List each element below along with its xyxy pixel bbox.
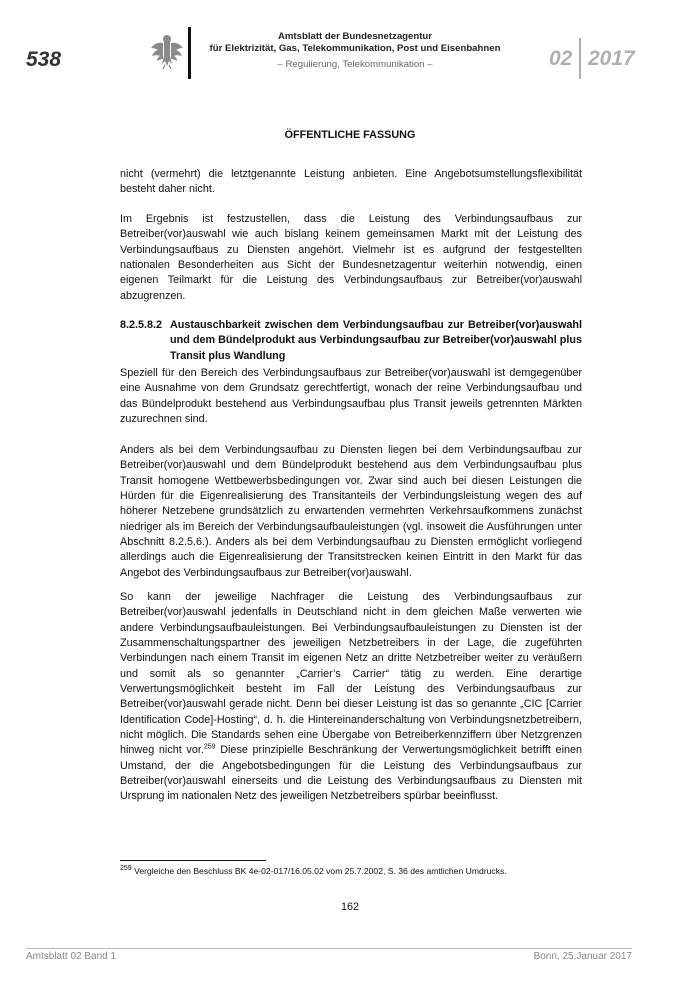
publication-section: – Regulierung, Telekommunikation – [277, 59, 433, 70]
publication-subtitle: für Elektrizität, Gas, Telekommunikation, Post und Eisenbahnen [209, 43, 501, 54]
page-number-center: 162 [340, 901, 359, 913]
footnote [120, 866, 590, 876]
paragraph-1: nicht (vermehrt) die letztgenannte Leistung anbieten. Eine Angebotsumstellungsflexibilität besteht daher nicht. [120, 168, 582, 196]
issue-year: 2017 [588, 47, 635, 70]
publication-title: Amtsblatt der Bundesnetzagentur [277, 31, 433, 42]
footnote-number: 259 [120, 865, 132, 873]
footer-divider [26, 948, 632, 949]
federal-eagle-icon [150, 30, 184, 70]
footer-left: Amtsblatt 02 Band 1 [26, 951, 117, 962]
document-title: ÖFFENTLICHE FASSUNG [284, 129, 416, 141]
paragraph-4: Anders als bei dem Verbindungsaufbau zu Diensten liegen bei dem Verbindungsaufbau zur Betreiber(vor)auswahl und dem Bündelprodukt bestehend aus dem Verbindungsaufbau plus Transit homogene Wettbewerbsbedingungen vor. Zwar sind auch bei diesen Leistungen die Hürden für die Eigenrealisierung des Transitanteils der Verbindungsleistung wegen des auf höherer Netzebene grundsätzlich zu erwartenden vermehrten Verkehrsaufkommens zunächst niedriger als im Bereich der Verbindungsaufbauleistungen (vgl. insoweit die Ausführungen unter Abschnitt 8.2.5.6.). Anders als bei dem Verbindungsaufbau zu Diensten ermöglicht vorliegend allerdings auch die Eigenrealisierung der Transitstrecken keinen Eintritt in den Markt für das Angebot des Verbindungsaufbaus zur Betreiber(vor)auswahl. [120, 444, 582, 579]
section-number: 8.2.5.8.2 [120, 319, 163, 331]
page-number: 538 [26, 48, 62, 71]
paragraph-3: Speziell für den Bereich des Verbindungsaufbaus zur Betreiber(vor)auswahl ist demgegenüber eine Ausnahme von dem Grundsatz gerechtfertigt, wonach der reine Verbindungsaufbau und das Bündelprodukt bestehend aus Verbindungsaufbau plus Transit jeweils getrennten Märkten zuzurechnen sind. [120, 367, 582, 426]
paragraph-5-tail: Diese prinzipielle Beschränkung der Verwertungsmöglichkeit betrifft einen Umstand, der die Angebotsbedingungen für die Leistung des Verbindungsaufbaus zur Betreiber(vor)auswahl einerseits und die Leistung des Verbindungsaufbaus zu Diensten mit Ursprung im nationalen Netz des jeweiligen Netzbetreibers spürbar beeinflusst. [120, 744, 582, 803]
footnote-text: Vergleiche den Beschluss BK 4e-02-017/16.05.02 vom 25.7.2002, S. 36 des amtlichen Umdrucks. [131, 866, 507, 876]
footnote-divider [120, 860, 266, 861]
footnote-reference[interactable]: 259 [203, 743, 216, 751]
paragraph-5-text: So kann der jeweilige Nachfrager die Leistung des Verbindungsaufbaus zur Betreiber(vor)auswahl jedenfalls in Deutschland nicht in dem gleichen Maße verwerten wie andere Verbindungsaufbauleistungen. Bei Verbindungsaufbauleistungen zu Diensten ist der Zusammenschaltungspartner des jeweiligen Netzbetreibers in der Lage, die zugeführten Verbindungen nach einem Transit im eigenen Netz an dritte Netzbetreiber weiter zu veräußern und somit als so genannter „Carrier’s Carrier“ tätig zu werden. Eine derartige Verwertungsmöglichkeit besteht im Fall der Leistung des Verbindungsaufbaus zur Betreiber(vor)auswahl gerade nicht. Denn bei dieser Leistung ist das so genannte „CIC [Carrier Identification Code]-Hosting“, d. h. die Hintereinanderschaltung von Verbindungsnetzbetreibern, nicht möglich. Die Standards sehen eine Übergabe von Betreiberkennziffern über Netzgrenzen hinweg nicht vor. [120, 591, 582, 757]
section-title: Austauschbarkeit zwischen dem Verbindungsaufbau zur Betreiber(vor)auswahl und dem Bündelprodukt aus Verbindungsaufbau zur Betreiber(vor)auswahl plus Transit plus Wandlung [170, 319, 582, 362]
issue-number: 02 [549, 47, 573, 70]
footer-right: Bonn, 25.Januar 2017 [533, 951, 632, 962]
paragraph-5 [120, 590, 582, 805]
issue-divider [579, 38, 581, 79]
paragraph-2: Im Ergebnis ist festzustellen, dass die Leistung des Verbindungsaufbaus zur Betreiber(vor)auswahl wie auch bislang keinem gemeinsamen Markt mit der Leistung des Verbindungsaufbaus zu Diensten angehört. Vielmehr ist es aufgrund der festgestellten nationalen Besonderheiten aus Sicht der Bundesnetzagentur weiterhin notwendig, einen eigenen Teilmarkt für die Leistung des Verbindungsaufbaus zur Betreiber(vor)auswahl abzugrenzen. [120, 213, 582, 302]
